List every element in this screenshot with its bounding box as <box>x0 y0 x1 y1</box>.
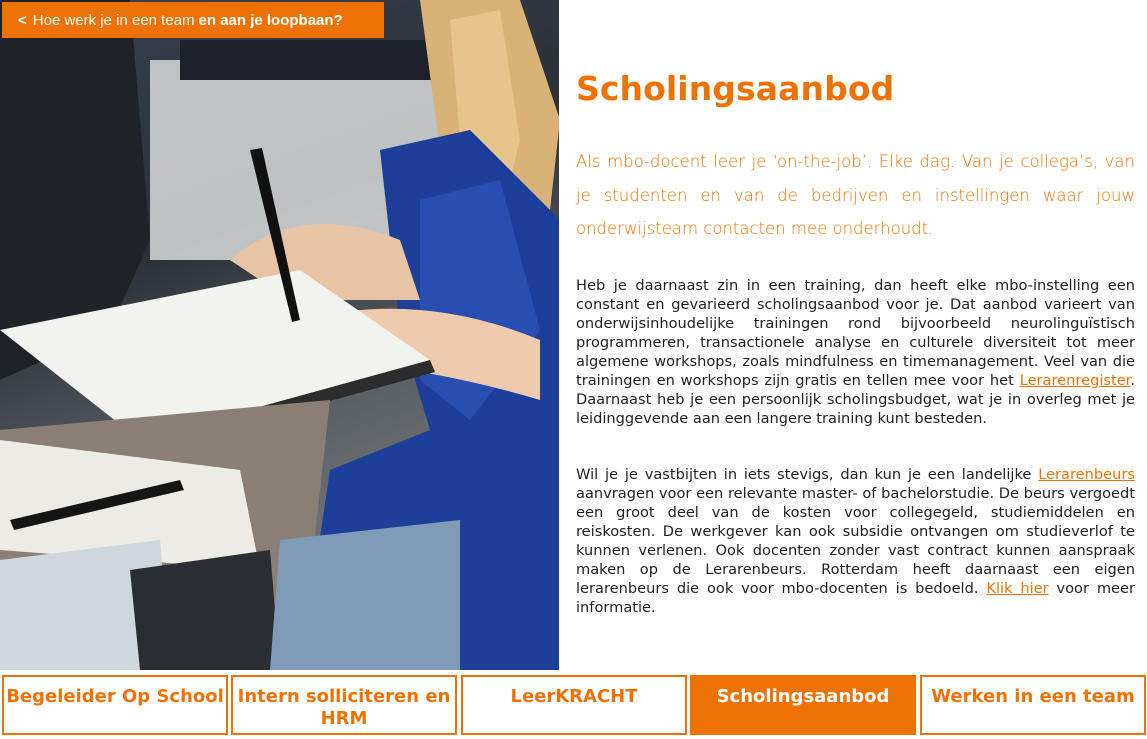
paragraph-lerarenbeurs <box>576 465 1135 617</box>
p2-text-middle: aanvragen voor een relevante master- of bachelorstudie. De beurs vergoedt een groot deel van de kosten voor collegegeld, studiemiddelen en reiskosten. De werkgever kan ook subsidie ontvangen om studieverlof te kunnen verlenen. Ook docenten zonder vast contract kunnen aanspraak maken op de Lerarenbeurs. Rotterdam heeft daarnaast een eigen lerarenbeurs die ook voor mbo-docenten is bedoeld. <box>576 485 1135 597</box>
tab-begeleider-op-school[interactable]: Begeleider Op School <box>2 675 228 735</box>
bottom-nav <box>0 675 1147 735</box>
chevron-left-icon: < <box>18 11 27 29</box>
p2-text-before: Wil je je vastbijten in iets stevigs, dan kun je een landelijke <box>576 466 1039 483</box>
tab-werken-in-een-team[interactable]: Werken in een team <box>920 675 1146 735</box>
hero-photo <box>0 0 559 670</box>
intro-paragraph: Als mbo-docent leer je ‘on-the-job’. Elke dag. Van je collega’s, van je studenten en van de bedrijven en instellingen waar jouw onderwijsteam contacten mee onderhoudt. <box>576 152 1135 238</box>
page-title: Scholingsaanbod <box>576 69 895 108</box>
klik-hier-link[interactable]: Klik hier <box>986 580 1049 597</box>
back-to-team-link[interactable] <box>2 2 384 38</box>
lerarenregister-link[interactable]: Lerarenregister <box>1019 372 1131 389</box>
tab-intern-solliciteren[interactable]: Intern solliciteren en HRM <box>231 675 457 735</box>
paragraph-training <box>576 276 1135 428</box>
p1-text-after: . Daarnaast heb je een persoonlijk scholingsbudget, wat je in overleg met je leidinggevende aan een langere training kunt besteden. <box>576 372 1135 427</box>
back-link-text: Hoe werk je in een team <box>32 11 195 29</box>
tab-leerkracht[interactable]: LeerKRACHT <box>461 675 687 735</box>
tab-scholingsaanbod[interactable]: Scholingsaanbod <box>690 675 916 735</box>
p2-text-after: voor meer informatie. <box>576 580 1135 616</box>
p1-text-before: Heb je daarnaast zin in een training, dan heeft elke mbo-instelling een constant en gevarieerd scholingsaanbod voor je. Dat aanbod varieert van onderwijsinhoudelijke trainingen rond bijvoorbeeld neurolinguïstisch programmeren, transactionele analyse en culturele diversiteit tot meer algemene workshops, zoals mindfulness en timemanagement. Veel van die trainingen en workshops zijn gratis en tellen mee voor het <box>576 277 1135 389</box>
lerarenbeurs-link[interactable]: Lerarenbeurs <box>1038 466 1135 483</box>
photo-illustration <box>0 0 559 670</box>
back-link-bold-text: en aan je loopbaan? <box>198 11 343 29</box>
